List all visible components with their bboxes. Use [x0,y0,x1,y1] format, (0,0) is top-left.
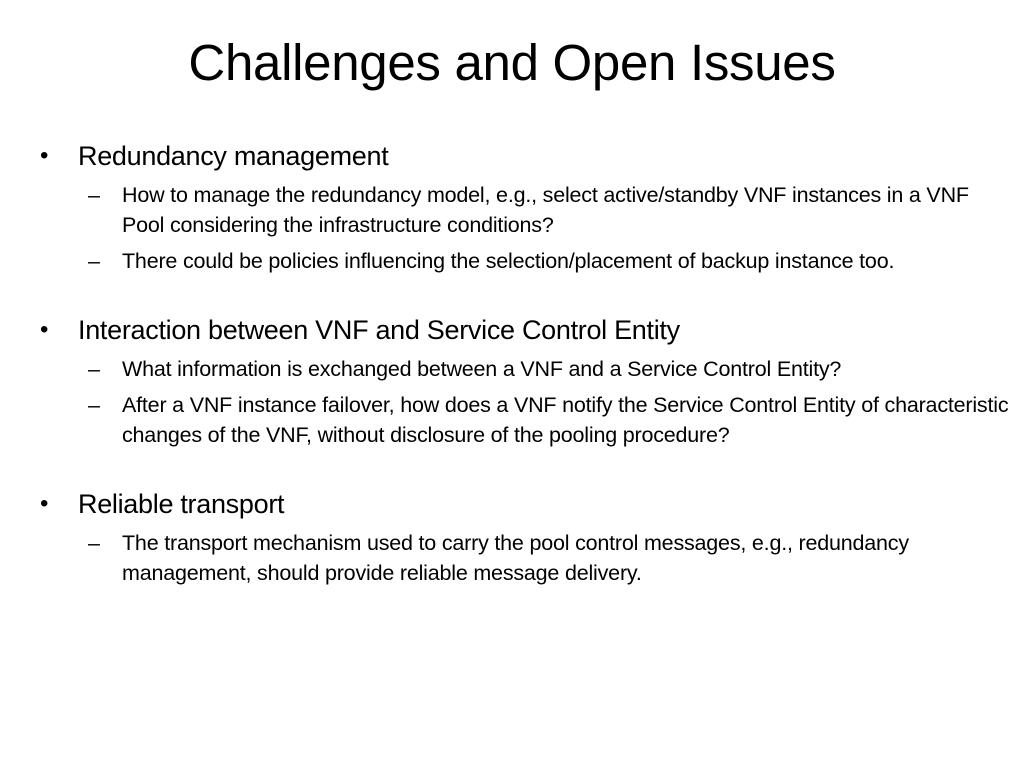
sub-bullet-text: The transport mechanism used to carry the pool control messages, e.g., redundancy management, should provide reliable message delivery. [122,531,909,585]
section-interaction-vnf-service-control [36,312,1011,450]
sub-bullet-text: What information is exchanged between a VNF and a Service Control Entity? [122,357,842,381]
sub-bullet-item [36,390,1011,450]
sub-bullet-text: After a VNF instance failover, how does a VNF notify the Service Control Entity of characteristic changes of the VNF, without disclosure of the pooling procedure? [122,393,1009,447]
sub-bullet-marker: – [88,249,100,273]
bullet-text: Redundancy management [78,141,389,171]
bullet-marker: • [40,490,49,517]
sub-bullet-text: There could be policies influencing the selection/placement of backup instance too. [122,249,895,273]
sub-bullet-marker: – [88,531,100,555]
bullet-marker: • [40,142,49,169]
bullet-item [36,486,1011,522]
section-reliable-transport [36,486,1011,588]
sub-bullet-item [36,354,1011,384]
sub-bullet-item [36,180,1011,240]
bullet-text: Interaction between VNF and Service Control Entity [78,315,680,345]
sub-bullet-marker: – [88,393,100,417]
sub-bullet-item [36,246,1011,276]
slide-title: Challenges and Open Issues [188,34,836,91]
sub-bullet-marker: – [88,183,100,207]
sub-bullet-item [36,528,1011,588]
bullet-text: Reliable transport [78,489,285,519]
sub-bullet-text: How to manage the redundancy model, e.g., select active/standby VNF instances in a VNF Pool considering the infrastructure conditions? [122,183,969,237]
bullet-item [36,312,1011,348]
sub-bullet-marker: – [88,357,100,381]
bullet-marker: • [40,316,49,343]
bullet-item [36,138,1011,174]
slide-body [36,138,1011,588]
section-redundancy-management [36,138,1011,276]
